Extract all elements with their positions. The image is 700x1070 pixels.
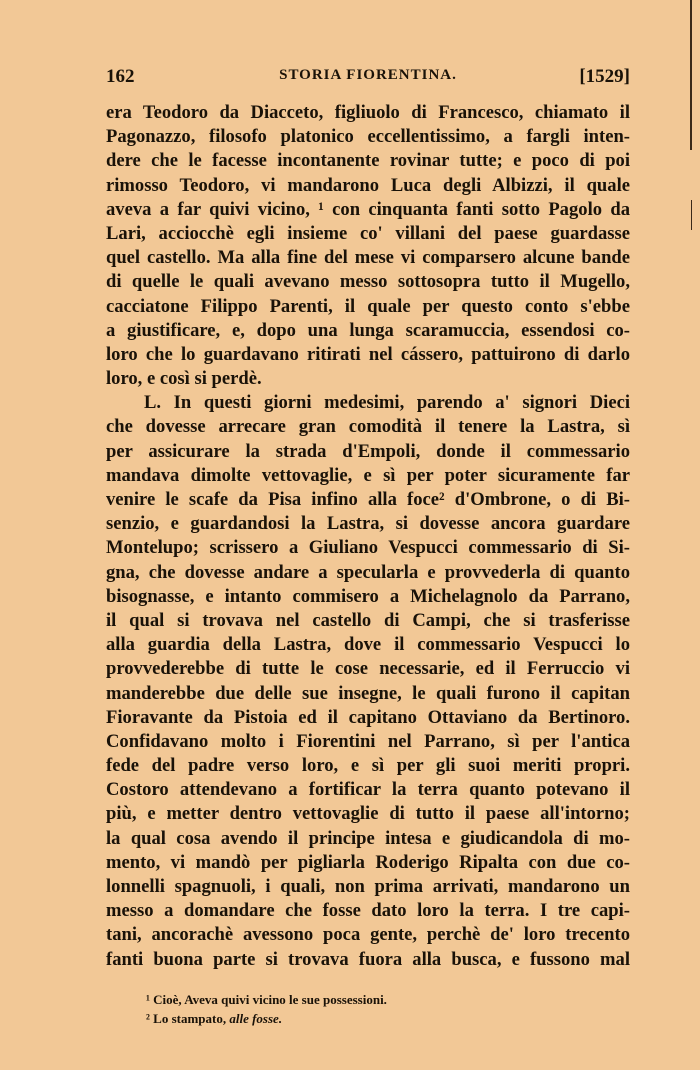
text-line: manderebbe due delle sue insegne, le quali furono il capitan [106, 682, 630, 704]
text-line: il qual si trovava nel castello di Campi, che si trasferisse [106, 609, 630, 631]
text-line: fede del padre verso loro, e sì per gli suoi meriti propri. [106, 755, 630, 777]
running-header [106, 66, 630, 92]
text-line: venire le scafe da Pisa infino alla foce² d'Ombrone, o di Bi- [106, 489, 630, 510]
running-title: STORIA FIORENTINA. [279, 67, 457, 83]
text-line: provvederebbe di tutte le cose necessarie, ed il Ferruccio vi [106, 658, 630, 680]
text-line: tani, ancorachè avessono poca gente, perchè de' loro trecento [106, 924, 630, 946]
text-line: fanti buona parte si trovava fuora alla busca, e fussono mal [106, 948, 630, 970]
text-line: dere che le facesse incontanente rovinar tutte; e poco di poi [106, 150, 630, 172]
text-line: rimosso Teodoro, vi mandarono Luca degli Albizzi, il quale [106, 174, 630, 196]
paragraph-end-line: loro, e così si perdè. [106, 368, 262, 390]
text-line: bisognasse, e intanto commisero a Michelagnolo da Parrano, [106, 585, 630, 607]
footnote-2-italic: alle fosse. [229, 1011, 283, 1026]
body-text [106, 101, 630, 972]
page-number: 162 [106, 66, 135, 87]
header-year: [1529] [579, 66, 630, 87]
text-line: loro che lo guardavano ritirati nel cássero, pattuirono di darlo [106, 343, 630, 365]
footnote-2-text: ² Lo stampato, [146, 1011, 230, 1026]
page-edge-line [690, 0, 692, 150]
text-line: gna, che dovesse andare a specularla e provvederla di quanto [106, 561, 630, 583]
text-line: Fioravante da Pistoia ed il capitano Ottaviano da Bertinoro. [106, 706, 630, 728]
text-line: alla guardia della Lastra, dove il commessario Vespucci lo [106, 634, 630, 656]
text-line: Costoro attendevano a fortificar la terra quanto potevano il [106, 779, 630, 801]
text-line: messo a domandare che fosse dato loro la terra. I tre capi- [106, 900, 630, 922]
text-line: Pagonazzo, filosofo platonico eccellentissimo, a fargli inten- [106, 126, 630, 148]
text-line: mandava dimolte vettovaglie, e sì per poter sicuramente far [106, 464, 630, 486]
text-line: che dovesse arrecare gran comodità il tenere la Lastra, sì [106, 416, 630, 438]
text-line: la qual cosa avendo il principe intesa e giudicandola di mo- [106, 827, 630, 849]
text-line: di quelle le quali avevano messo sottosopra tutto il Mugello, [106, 271, 630, 293]
text-line: quel castello. Ma alla fine del mese vi comparsero alcune bande [106, 247, 630, 269]
text-line: più, e metter dentro vettovaglie di tutto il paese all'intorno; [106, 803, 630, 825]
page-edge-mark [691, 200, 692, 230]
text-line: mento, vi mandò per pigliarla Roderigo Ripalta con due co- [106, 851, 630, 873]
text-line: lonnelli spagnuoli, i quali, non prima arrivati, mandarono un [106, 876, 630, 897]
text-line: a giustificare, e, dopo una lunga scaramuccia, essendosi co- [106, 319, 630, 341]
text-line: per assicurare la strada d'Empoli, donde il commessario [106, 440, 630, 462]
text-line: senzio, e guardandosi la Lastra, si dovesse ancora guardare [106, 513, 630, 535]
text-line: era Teodoro da Diacceto, figliuolo di Francesco, chiamato il [106, 102, 630, 123]
text-line: Confidavano molto i Fiorentini nel Parrano, sì per l'antica [106, 730, 630, 752]
footnote-1: ¹ Cioè, Aveva quivi vicino le sue possessioni. [146, 992, 387, 1007]
footnote-2 [146, 1009, 626, 1028]
text-line: Lari, acciocchè egli insieme co' villani del paese guardasse [106, 222, 630, 244]
text-line: Montelupo; scrissero a Giuliano Vespucci commessario di Si- [106, 537, 630, 559]
text-line: cacciatone Filippo Parenti, il quale per questo conto s'ebbe [106, 295, 630, 317]
text-line: aveva a far quivi vicino, ¹ con cinquanta fanti sotto Pagolo da [106, 198, 630, 220]
section-start-line: L. In questi giorni medesimi, parendo a' signori Dieci [144, 392, 630, 414]
footnotes [146, 990, 626, 1028]
